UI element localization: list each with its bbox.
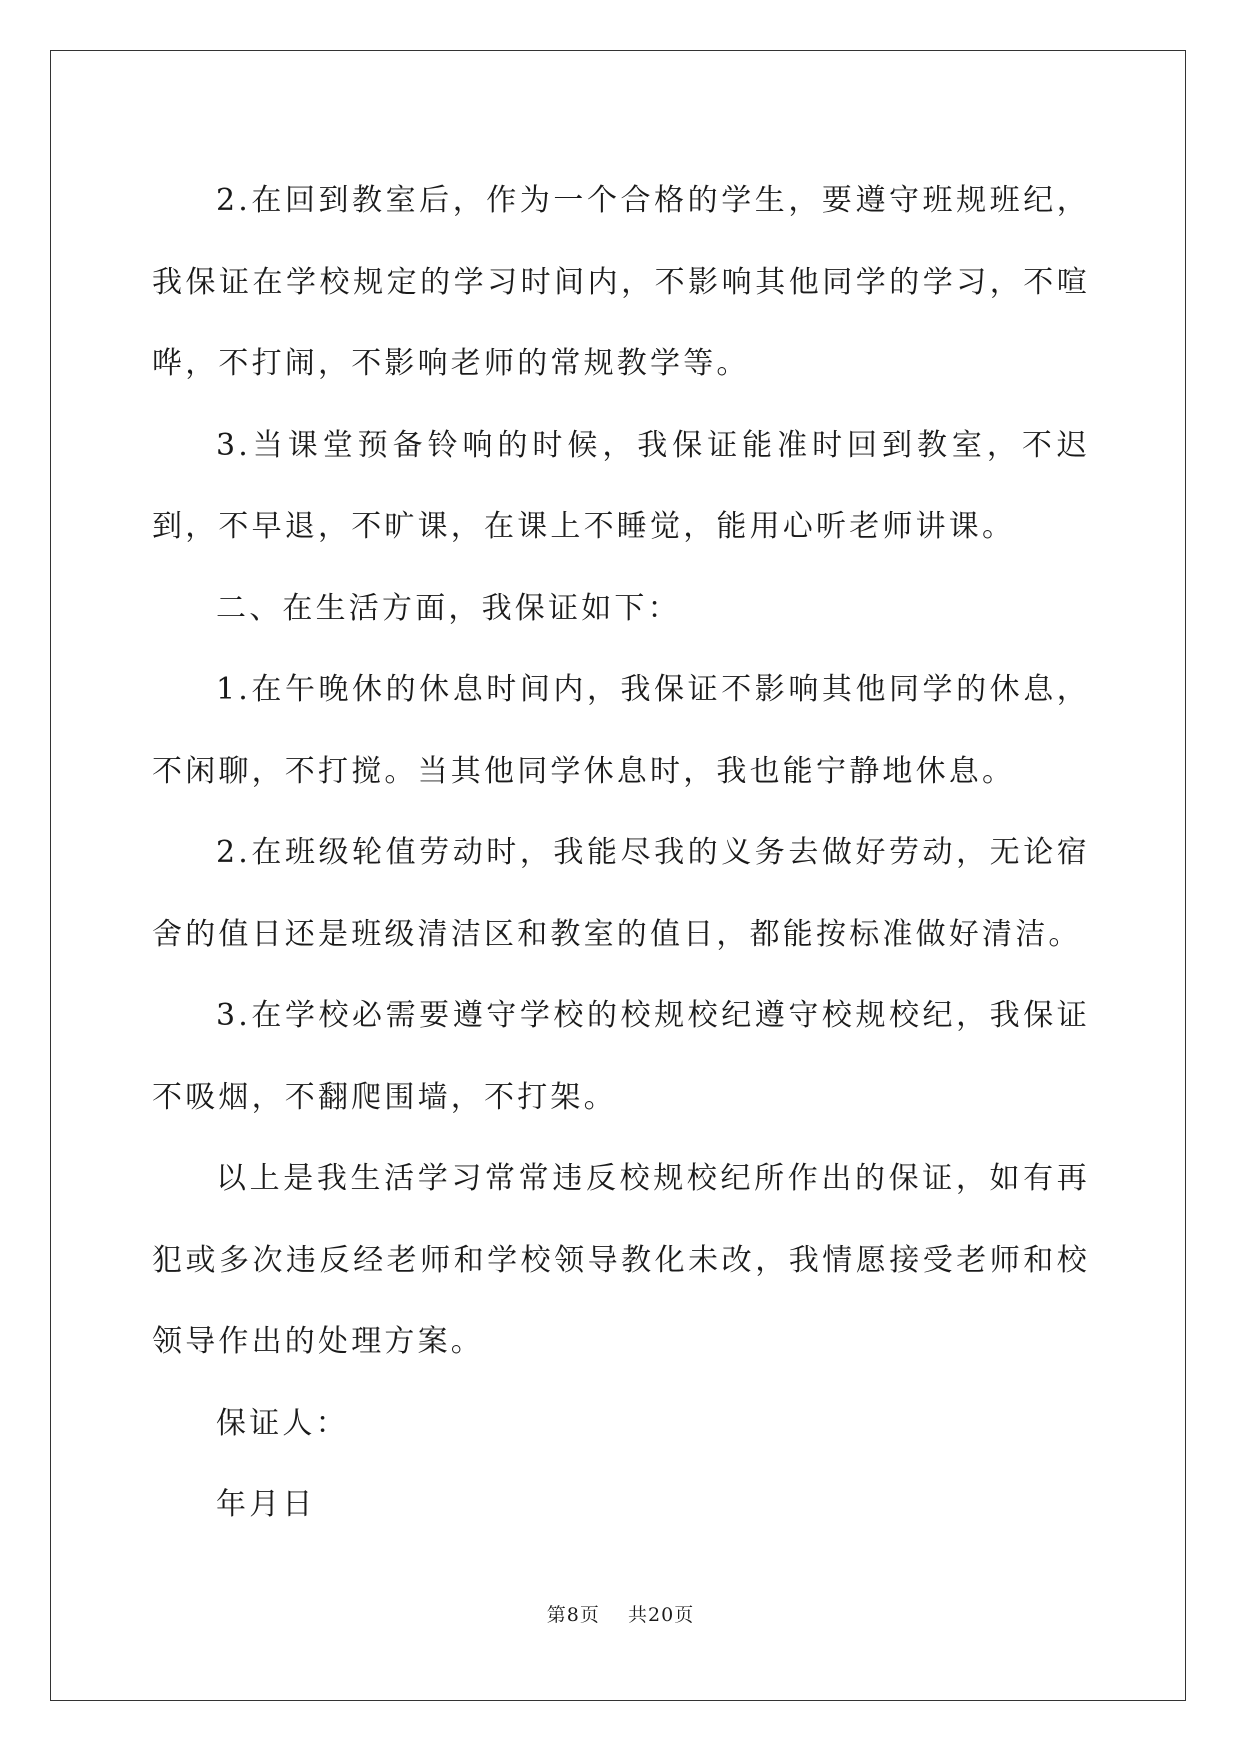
paragraph: 1.在午晚休的休息时间内，我保证不影响其他同学的休息，不闲聊，不打搅。当其他同学休息时，我也能宁静地休息。 (152, 672, 1090, 789)
section-heading: 二、在生活方面，我保证如下： (216, 590, 681, 626)
date-label: 年月日 (216, 1487, 316, 1522)
footer-spacer (600, 1604, 628, 1626)
paragraph: 以上是我生活学习常常违反校规校纪所作出的保证，如有再犯或多次违反经老师和学校领导教化未改，我情愿接受老师和校领导作出的处理方案。 (152, 1161, 1090, 1359)
paragraph: 2.在班级轮值劳动时，我能尽我的义务去做好劳动，无论宿舍的值日还是班级清洁区和教室的值日，都能按标准做好清洁。 (152, 835, 1090, 952)
page-number: 第8页 (546, 1604, 600, 1626)
paragraph: 3.在学校必需要遵守学校的校规校纪遵守校规校纪，我保证不吸烟，不翻爬围墙，不打架。 (152, 998, 1090, 1115)
paragraph: 2.在回到教室后，作为一个合格的学生，要遵守班规班纪，我保证在学校规定的学习时间内，不影响其他同学的学习，不喧哗，不打闹，不影响老师的常规教学等。 (152, 183, 1090, 381)
signature-label: 保证人： (216, 1405, 349, 1441)
page-total: 共20页 (628, 1604, 695, 1626)
page-footer (0, 1600, 1241, 1627)
document-body (152, 160, 1090, 1546)
paragraph: 3.当课堂预备铃响的时候，我保证能准时回到教室，不迟到，不早退，不旷课，在课上不睡觉，能用心听老师讲课。 (152, 427, 1090, 544)
